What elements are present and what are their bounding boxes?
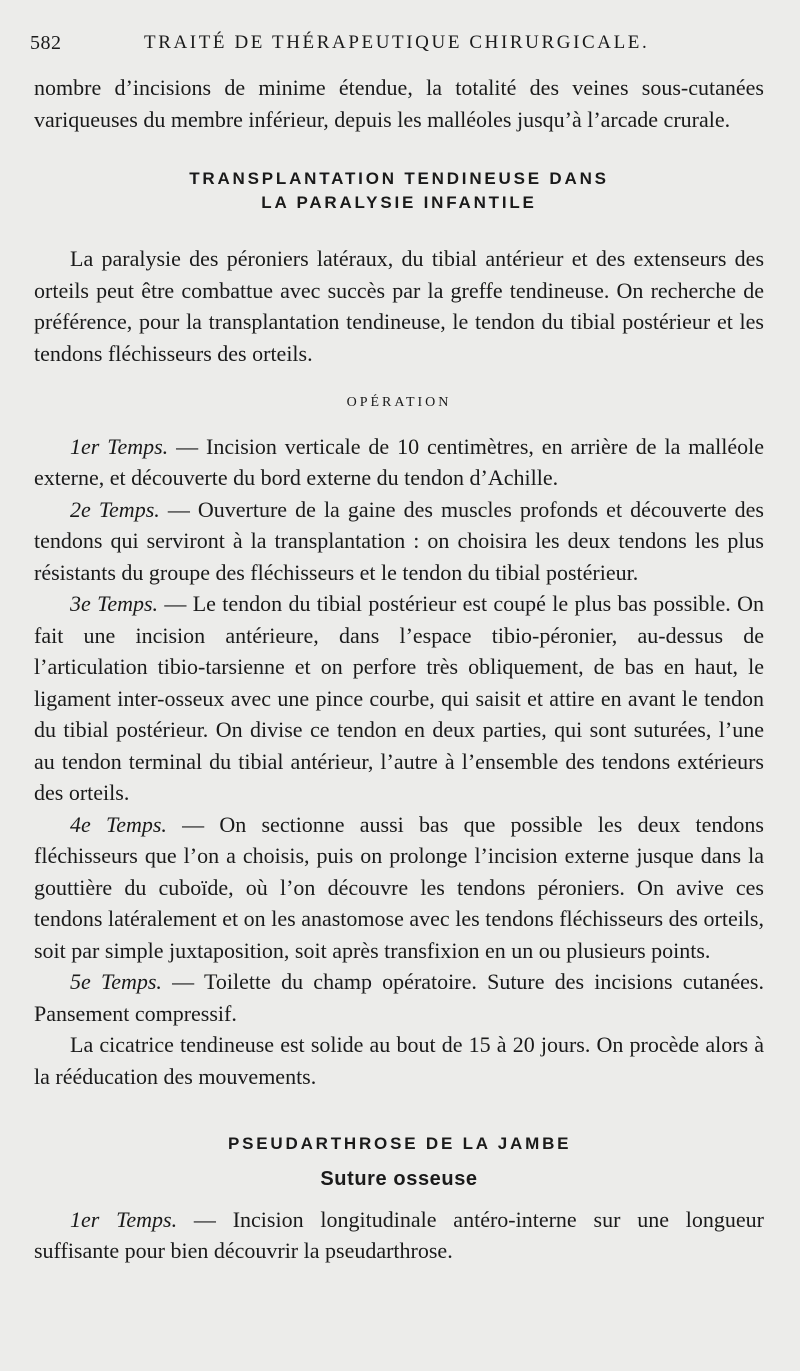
closing-paragraph: La cicatrice tendineuse est solide au bout de 15 à 20 jours. On procède alors à la rééducation des mouvements.	[34, 1032, 764, 1089]
step-paragraph	[34, 588, 764, 809]
page-body	[34, 72, 764, 1267]
step-text: — Incision verticale de 10 centimètres, en arrière de la malléole externe, et découverte du bord externe du tendon d’Achille.	[34, 433, 764, 490]
section-heading-transplantation	[34, 167, 764, 215]
step-paragraph	[34, 494, 764, 589]
step-label: 2e Temps.	[70, 496, 160, 522]
running-title: TRAITÉ DE THÉRAPEUTIQUE CHIRURGICALE.	[144, 32, 650, 53]
step-text: — Ouverture de la gaine des muscles profonds et découverte des tendons qui serviront à la transplantation : on choisira les deux tendons les plus résistants du groupe des fléchisseurs et le tendon du tibial postérieur.	[34, 496, 764, 585]
section-heading-line-1: TRANSPLANTATION TENDINEUSE DANS	[189, 169, 609, 188]
running-head	[26, 28, 774, 58]
step-text: — Toilette du champ opératoire. Suture des incisions cutanées. Pansement compressif.	[34, 969, 764, 1026]
step-label: 3e Temps.	[70, 591, 159, 616]
step-label: 5e Temps.	[70, 969, 162, 994]
step-text: — Le tendon du tibial postérieur est coupé le plus bas possible. On fait une incision antérieure, dans l’espace tibio-péronier, au-dessus de l’articulation tibio-tarsienne et on perfore très obliquement, de bas en haut, le ligament inter-osseux avec une pince courbe, qui saisit et attire en avant le tendon du tibial postérieur. On divise ce tendon en deux parties, qui sont suturées, l’une au tendon terminal du tibial antérieur, l’autre à l’ensemble des tendons extérieurs des orteils.	[34, 591, 764, 805]
section-heading-pseudarthrose: PSEUDARTHROSE DE LA JAMBE	[228, 1134, 572, 1153]
step-label: 1er Temps.	[70, 433, 169, 459]
step-label: 1er Temps.	[70, 1206, 178, 1232]
step-paragraph	[34, 431, 764, 494]
step-paragraph	[34, 1204, 764, 1267]
transplantation-paragraph: La paralysie des péroniers latéraux, du tibial antérieur et des extenseurs des orteils peut être combattue avec succès par la greffe tendineuse. On recherche de préférence, pour la transplantation tendineuse, le tendon du tibial postérieur et les tendons fléchisseurs des orteils.	[34, 246, 764, 366]
step-label: 4e Temps.	[70, 811, 167, 837]
step-text: — On sectionne aussi bas que possible les deux tendons fléchisseurs que l’on a choisis, puis on prolonge l’incision externe jusque dans la gouttière du cuboïde, où l’on découvre les tendons péroniers. On avive ces tendons latéralement et on les anastomose avec les tendons fléchisseurs des orteils, soit par simple juxtaposition, soit après transfixion en un ou plusieurs points.	[34, 811, 764, 963]
step-paragraph	[34, 809, 764, 967]
subheading-suture: Suture osseuse	[320, 1168, 478, 1190]
section-heading-line-2: LA PARALYSIE INFANTILE	[261, 193, 537, 212]
intro-paragraph: nombre d’incisions de minime étendue, la totalité des veines sous-cutanées variqueuses du membre inférieur, depuis les malléoles jusqu’à l’arcade crurale.	[34, 75, 764, 132]
page-number: 582	[30, 32, 62, 54]
operation-heading: OPÉRATION	[346, 395, 452, 410]
step-paragraph	[34, 966, 764, 1029]
step-text: — Incision longitudinale antéro-interne sur une longueur suffisante pour bien découvrir la pseudarthrose.	[34, 1206, 764, 1263]
